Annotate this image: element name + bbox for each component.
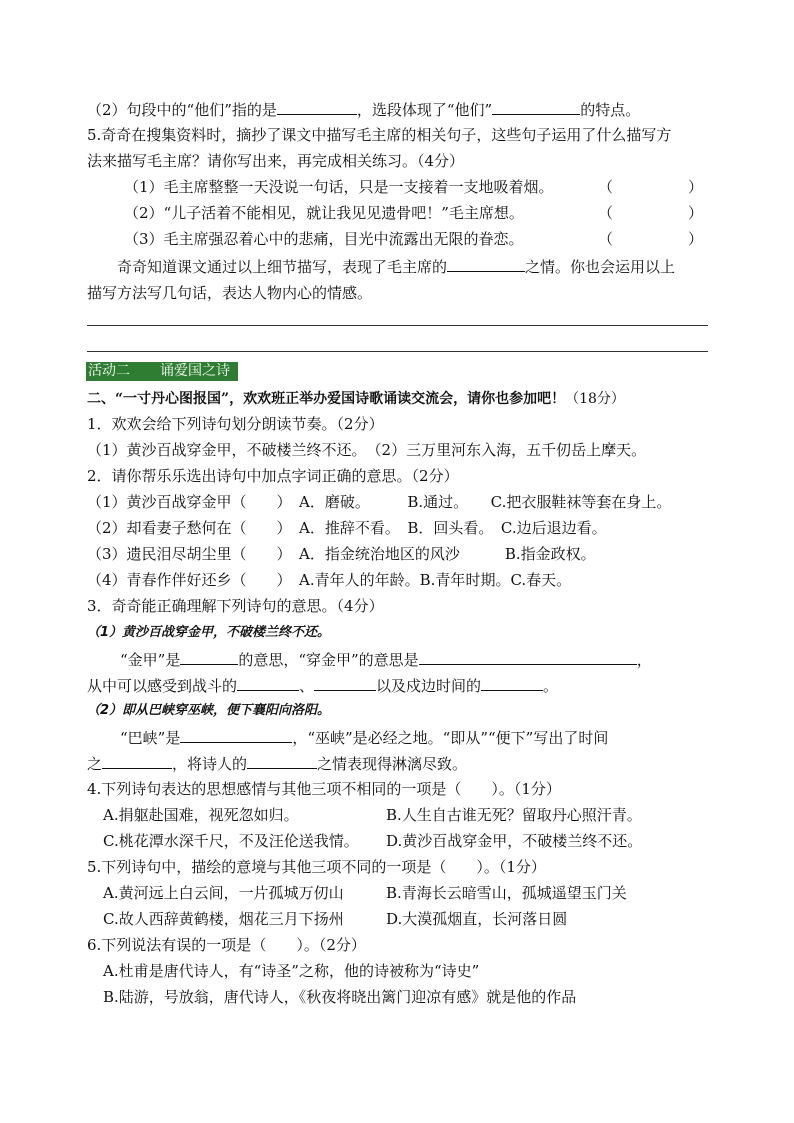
q-text: 的意思，“穿金甲”的意思是 [238,651,419,669]
q-text: “巴峡”是 [120,729,181,747]
answer-blank[interactable] [180,649,238,665]
q-text: ，将诗人的 [172,755,248,773]
option-a[interactable]: A.杜甫是唐代诗人，有“诗圣”之称，他的诗被称为“诗史” [103,962,480,980]
q-text: （2）句段中的“他们”指的是 [87,101,277,119]
item-text: （1）毛主席整整一天没说一句话，只是一支接着一支地吸着烟。 [124,178,554,196]
q-text: ，选段体现了“他们” [356,101,493,119]
answer-blank[interactable] [481,675,543,691]
answer-blank[interactable] [277,99,357,115]
answer-blank[interactable] [237,675,299,691]
q-text: 之情。你也会运用以上 [525,258,676,276]
q5-options-row-2 [103,909,708,929]
item-text: （3）毛主席强忍着心中的悲痛，目光中流露出无限的眷恋。 [124,230,524,248]
activity-label: 活动二 [88,363,130,379]
answer-paren[interactable]: （ ） [598,178,704,196]
q-text: 从中可以感受到战斗的 [87,677,238,695]
q5-conclusion-2: 描写方法写几句话，表达人物内心的情感。 [87,284,373,302]
answer-blank[interactable] [180,727,292,743]
q-text: 之 [87,755,103,773]
q-text: ，“巫峡”是必经之地。“即从”“便下”写出了时间 [292,729,609,747]
question-5-stem: 5.奇奇在搜集资料时，摘抄了课文中描写毛主席的相关句子，这些句子运用了什么描写方 [87,126,672,144]
q3-1-fill-2 [87,675,708,696]
section-heading-text: 二、“一寸丹心图报国”，欢欢班正举办爱国诗歌诵读交流会，请你也参加吧！ [87,391,566,407]
writing-line[interactable] [87,351,708,352]
q-text: “金甲”是 [120,651,181,669]
activity-badge [86,362,238,381]
option-c[interactable]: C.故人西辞黄鹤楼，烟花三月下扬州 [103,910,344,928]
q-text: ， [636,651,652,669]
q-text: 之情表现得淋漓尽致。 [317,755,468,773]
option-a[interactable]: A.黄河远上白云间，一片孤城万仞山 [103,884,344,902]
q3-1-fill [120,649,708,670]
question-4-2 [87,99,708,120]
q3-2-fill-2 [87,753,708,774]
answer-paren[interactable]: （ ） [598,204,704,222]
answer-blank[interactable] [102,753,172,769]
q2-option-row[interactable]: （2）却看妻子愁何在（ ） A．推辞不看。 B．回头看。 C.边后退边看。 [87,519,607,537]
answer-blank[interactable] [492,99,580,115]
q2-option-row[interactable]: （3）遗民泪尽胡尘里（ ） A．指金统治地区的风沙 B.指金政权。 [87,545,596,563]
option-a[interactable]: A.捐躯赴国难，视死忽如归。 [103,806,299,824]
question-3: 3．奇奇能正确理解下列诗句的意思。（4分） [87,597,384,615]
q-text: 以及戍边时间的 [376,677,482,695]
answer-paren[interactable]: （ ） [598,230,704,248]
option-b[interactable]: B.陆游，号放翁，唐代诗人，《秋夜将晓出篱门迎凉有感》就是他的作品 [103,988,577,1006]
answer-blank[interactable] [447,256,525,272]
q5-conclusion [117,256,708,277]
option-b[interactable]: B.青海长云暗雪山，孤城遥望玉门关 [386,884,627,902]
q3-2-fill [120,727,708,748]
item-text: （2）“儿子活着不能相见，就让我见见遗骨吧！”毛主席想。 [124,204,524,222]
question-5-stem-2: 法来描写毛主席？请你写出来，再完成相关练习。（4分） [87,152,465,170]
question-5: 5.下列诗句中，描绘的意境与其他三项不同的一项是（ ）。（1分） [87,858,546,876]
q5-item-2 [124,203,708,223]
question-1-items: （1）黄沙百战穿金甲，不破楼兰终不还。 （2）三万里河东入海，五千仞岳上摩天。 [87,441,647,459]
question-6: 6.下列说法有误的一项是（ ）。（2分） [87,936,366,954]
section-2-heading [87,389,708,409]
option-d[interactable]: D.大漠孤烟直，长河落日圆 [386,910,568,928]
question-2: 2．请你帮乐乐选出诗句中加点字词正确的意思。（2分） [87,467,459,485]
option-b[interactable]: B.人生自古谁无死？留取丹心照汗青。 [386,806,642,824]
q4-options-row-1 [103,805,708,825]
q2-option-row[interactable]: （1）黄沙百战穿金甲（ ） A．磨破。 B.通过。 C.把衣服鞋袜等套在身上。 [87,493,672,511]
answer-blank[interactable] [419,649,637,665]
answer-blank[interactable] [247,753,317,769]
writing-line[interactable] [87,325,708,326]
q-text: 奇奇知道课文通过以上细节描写，表现了毛主席的 [117,258,448,276]
q-text: 的特点。 [580,101,641,119]
q5-item-3 [124,229,708,249]
question-1: 1．欢欢会给下列诗句划分朗读节奏。（2分） [87,415,384,433]
q5-item-1 [124,177,708,197]
answer-blank[interactable] [314,675,376,691]
option-d[interactable]: D.黄沙百战穿金甲，不破楼兰终不还。 [386,832,643,850]
poem-line-2: （2）即从巴峡穿巫峡，便下襄阳向洛阳。 [87,703,331,718]
q-text: 。 [543,677,559,695]
section-score: （18分） [565,391,625,407]
poem-line-1: （1）黄沙百战穿金甲，不破楼兰终不还。 [87,625,331,640]
option-c[interactable]: C.桃花潭水深千尺，不及汪伦送我情。 [103,832,359,850]
question-4: 4.下列诗句表达的思想感情与其他三项不相同的一项是（ ）。（1分） [87,780,561,798]
q-text: 、 [299,677,315,695]
q4-options-row-2 [103,831,708,851]
activity-title: 诵爱国之诗 [160,363,230,379]
q2-option-row[interactable]: （4）青春作伴好还乡（ ） A.青年人的年龄。B.青年时期。C.春天。 [87,571,572,589]
q5-options-row-1 [103,883,708,903]
